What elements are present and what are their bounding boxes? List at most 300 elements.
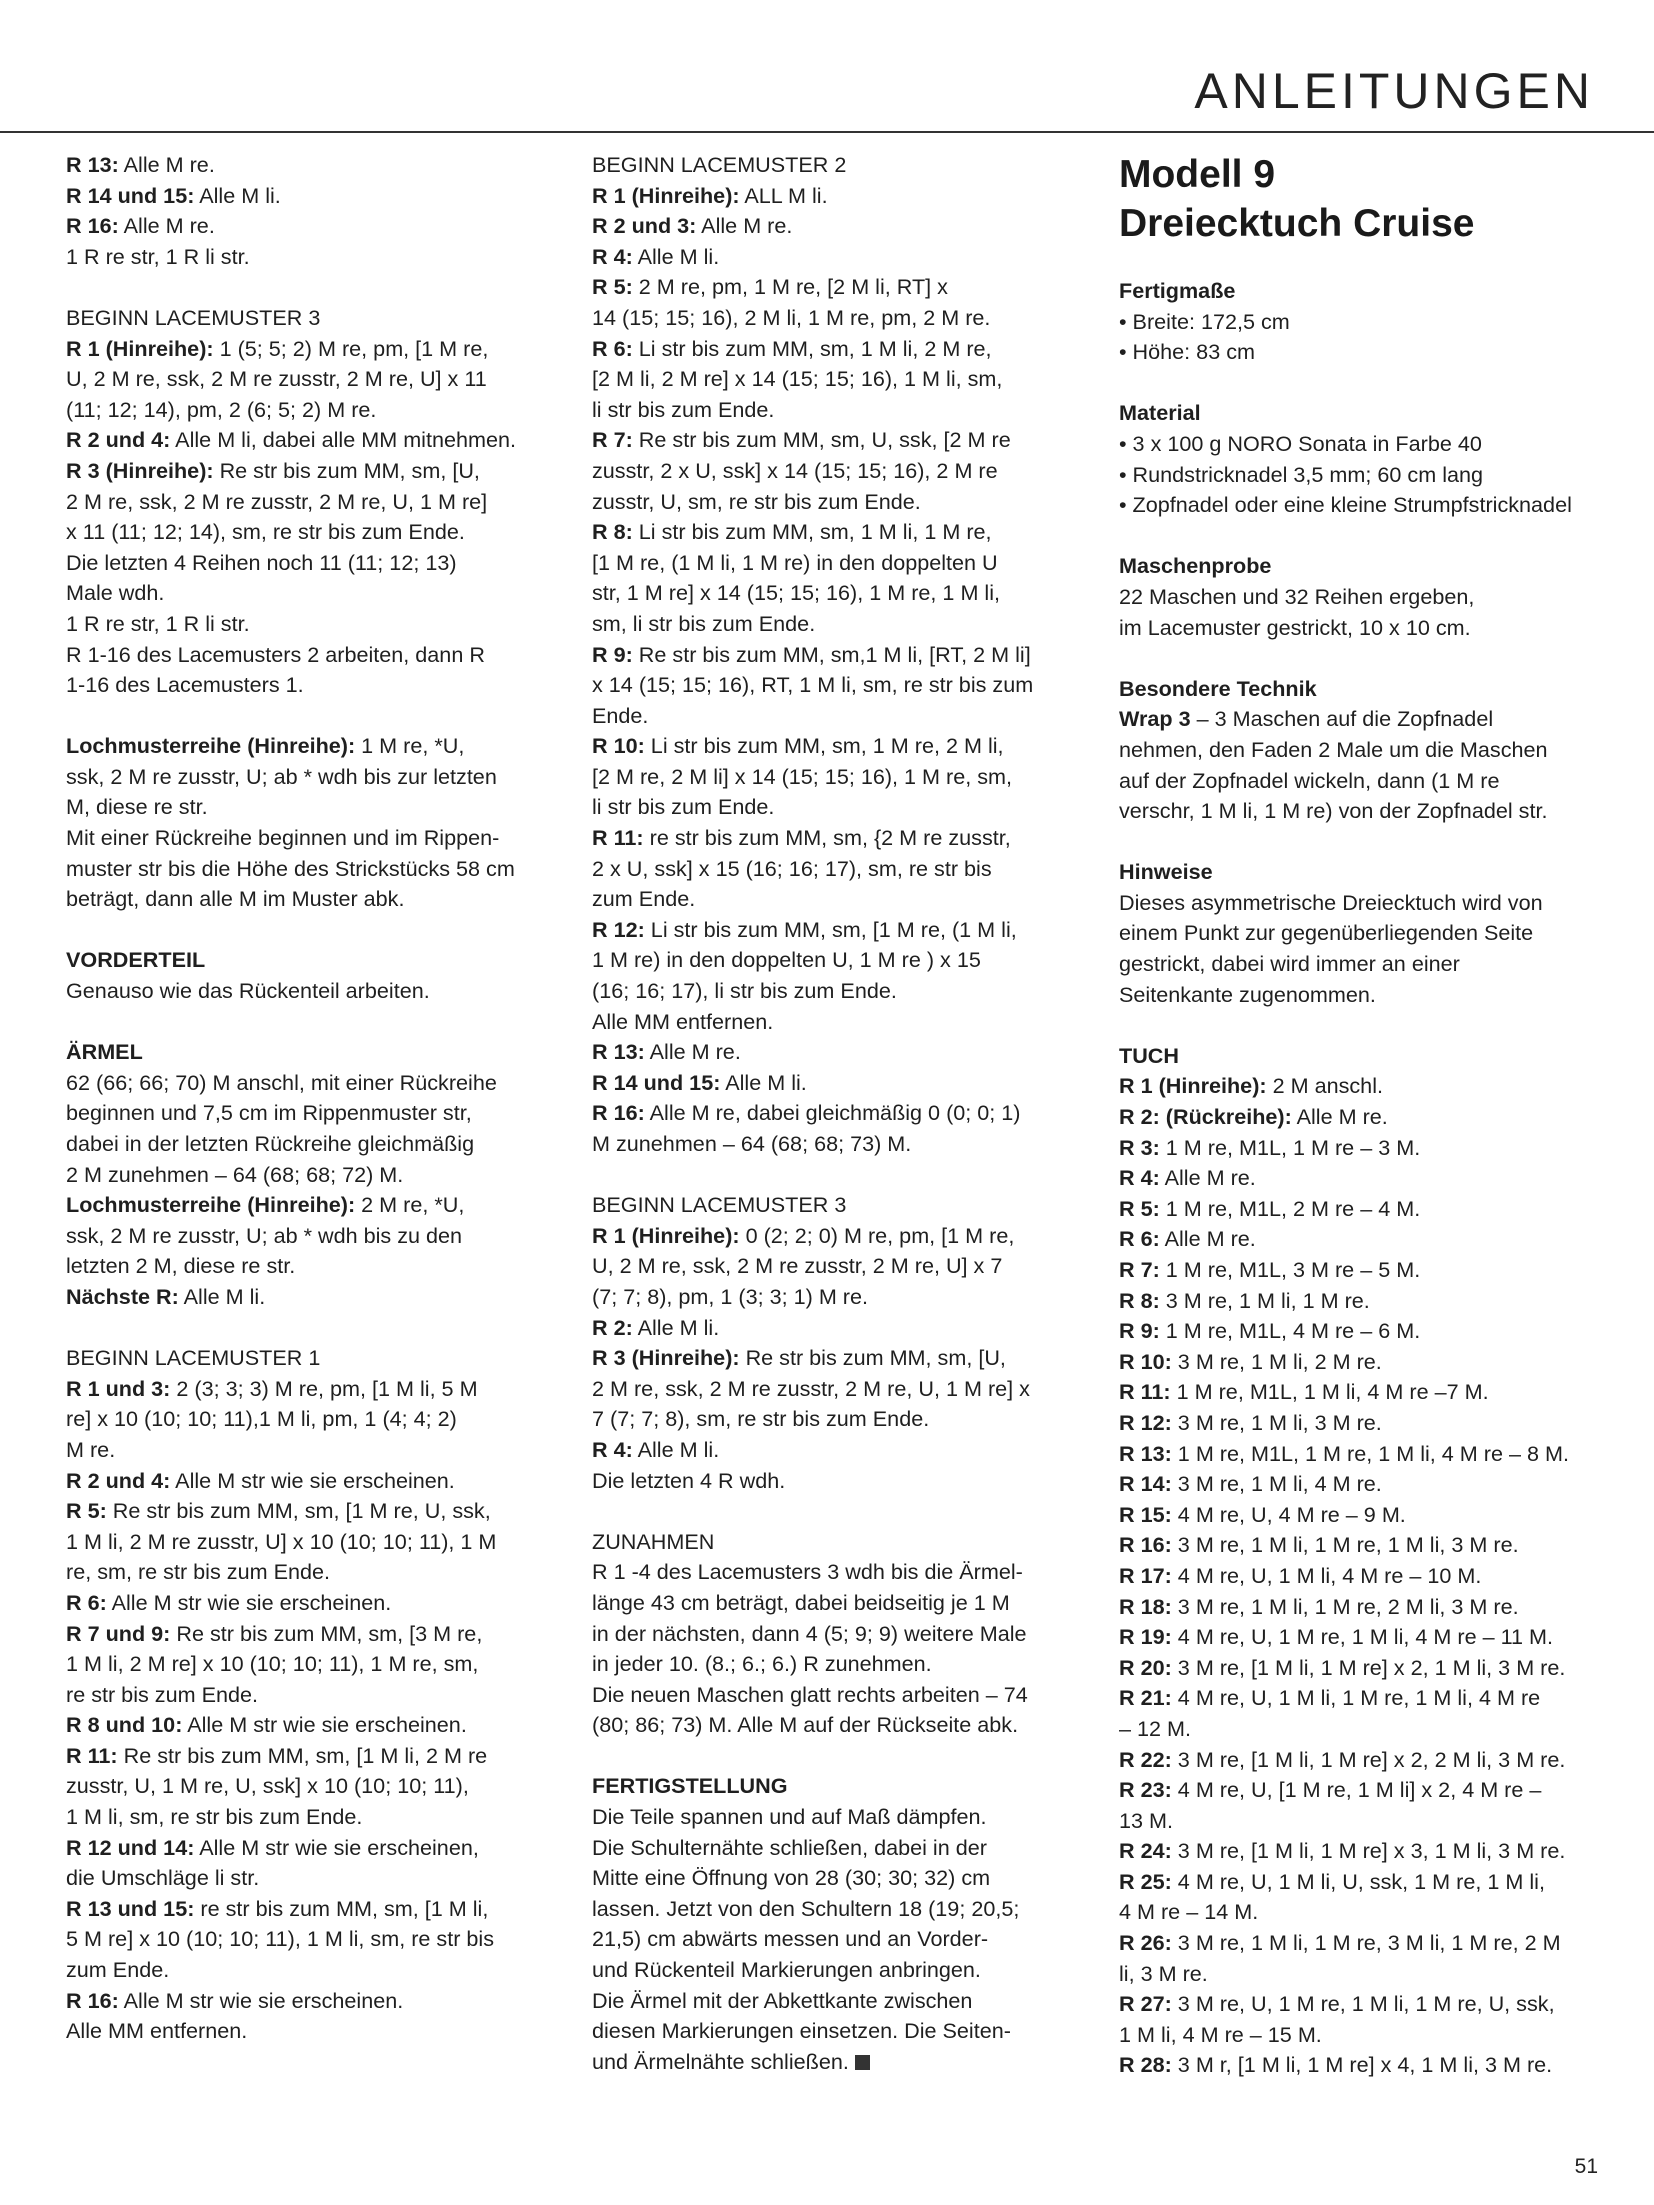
text-line [592,548,1082,579]
text-run: 1 R re str, 1 R li str. [66,610,250,636]
bold-label: R 9: [1119,1318,1160,1344]
text-run: 4 M re, U, 4 M re – 9 M. [1171,1501,1406,1527]
text-run: Alle M re. [118,152,215,177]
bold-label: R 4: [592,243,633,269]
text-run: ssk, 2 M re zusstr, U; ab * wdh bis zur letzten [66,763,497,789]
text-run: 3 M re, 1 M li, 1 M re, 2 M li, 3 M re. [1171,1593,1519,1619]
bold-label: R 24: [1119,1838,1172,1864]
text-line [66,425,546,456]
text-run: zusstr, 2 x U, ssk] x 14 (15; 15; 16), 2 M re [592,457,998,483]
text-line [1119,918,1599,949]
text-line [592,884,1082,915]
text-line [66,1527,546,1558]
text-line [1119,1194,1599,1225]
text-run: Alle M li. [632,243,720,269]
text-run: M re. [66,1436,116,1462]
text-run: Die letzten 4 Reihen noch 11 (11; 12; 13) [66,549,457,575]
text-line [592,1649,1082,1680]
text-line [1119,1836,1599,1867]
text-line [592,1190,1082,1221]
text-run: 22 Maschen und 32 Reihen ergeben, [1119,583,1475,609]
text-line [592,945,1082,976]
text-run: (80; 86; 73) M. Alle M auf der Rückseite abk. [592,1712,1019,1738]
text-run: 5 M re] x 10 (10; 10; 11), 1 M li, sm, re str bis [66,1926,495,1952]
text-block [1119,1041,1599,2081]
text-line [66,1190,546,1221]
text-line [66,578,546,609]
bold-label: R 16: [66,213,119,239]
text-line [592,1098,1082,1129]
text-line [66,1098,546,1129]
bold-label: R 2: (Rückreihe): [1119,1104,1292,1130]
text-block [1119,551,1599,643]
bold-label: R 3: [1119,1134,1160,1160]
text-run: Alle M str wie sie erscheinen. [106,1589,392,1615]
text-line [592,1680,1082,1711]
text-run: 1 M re, M1L, 1 M re – 3 M. [1159,1134,1421,1160]
text-run: li str bis zum Ende. [592,794,775,820]
text-line [1119,1959,1599,1990]
text-run: 1 M re, M1L, 2 M re – 4 M. [1159,1195,1421,1221]
text-line [66,364,546,395]
text-line [66,1160,546,1191]
text-line [66,395,546,426]
text-line [66,884,546,915]
bold-label: R 9: [592,641,633,667]
text-run: zusstr, U, sm, re str bis zum Ende. [592,488,921,514]
model-title-line: Modell 9 [1119,153,1276,196]
bold-label: ÄRMEL [66,1039,143,1065]
bold-label: Hinweise [1119,859,1213,885]
text-line [1119,1683,1599,1714]
text-line [592,578,1082,609]
bold-label: R 13 und 15: [66,1895,195,1921]
text-run: re str bis zum MM, sm, [1 M li, [194,1895,489,1921]
text-run: ALL M li. [739,182,828,208]
text-run: die Umschläge li str. [66,1865,260,1891]
text-run: Re str bis zum MM, sm, [1 M li, 2 M re [117,1742,488,1768]
text-line [592,150,1082,181]
text-run: 0 (2; 2; 0) M re, pm, [1 M re, [739,1222,1015,1248]
bold-label: R 13: [66,152,119,177]
text-block [1119,857,1599,1010]
text-run: Li str bis zum MM, sm, 1 M re, 2 M li, [644,733,1004,759]
bold-label: R 6: [66,1589,107,1615]
text-line [1119,337,1599,368]
text-run: Die Ärmel mit der Abkettkante zwischen [592,1987,973,2013]
text-line [66,1588,546,1619]
text-run: verschr, 1 M li, 1 M re) von der Zopfnadel str. [1119,798,1548,824]
text-run: Alle M re. [1159,1226,1256,1252]
text-run: Alle MM entfernen. [592,1008,774,1034]
text-line [66,792,546,823]
text-line [592,1771,1082,1802]
text-run: Die letzten 4 R wdh. [592,1467,786,1493]
bold-label: R 19: [1119,1624,1172,1650]
text-run: 4 M re, U, 1 M re, 1 M li, 4 M re – 11 M. [1171,1624,1553,1650]
text-block [66,303,546,701]
bold-label: R 17: [1119,1562,1172,1588]
text-line [1119,1224,1599,1255]
text-run: str, 1 M re] x 14 (15; 15; 16), 1 M re, 1 M li, [592,580,1001,606]
text-run: Alle M li. [178,1283,266,1309]
bold-label: Lochmusterreihe (Hinreihe): [66,1192,356,1218]
text-run: BEGINN LACEMUSTER 3 [592,1192,847,1218]
text-line [592,701,1082,732]
text-run: 1 R re str, 1 R li str. [66,243,250,269]
text-run: Alle M str wie sie erscheinen. [182,1712,467,1738]
bold-label: R 7: [592,427,633,453]
bold-label: R 18: [1119,1593,1172,1619]
bold-label: R 16: [592,1100,645,1126]
bold-label: R 4: [592,1436,633,1462]
bold-label: Besondere Technik [1119,675,1317,701]
text-line [592,364,1082,395]
text-line [1119,460,1599,491]
bold-label: R 28: [1119,2052,1172,2078]
text-line [1119,1775,1599,1806]
text-run: Alle M li. [632,1436,720,1462]
text-run: 7 (7; 7; 8), sm, re str bis zum Ende. [592,1406,930,1432]
text-line [1119,1745,1599,1776]
text-run: gestrickt, dabei wird immer an einer [1119,951,1460,977]
text-line [592,915,1082,946]
text-line [592,731,1082,762]
text-run: nehmen, den Faden 2 Male um die Maschen [1119,736,1548,762]
text-line [1119,613,1599,644]
text-line [592,609,1082,640]
text-block [592,1527,1082,1741]
text-line [66,1771,546,1802]
text-line [66,211,546,242]
text-run: 3 M re, U, 1 M re, 1 M li, 1 M re, U, ssk, [1171,1991,1555,2017]
text-run: 3 M re, 1 M li, 4 M re. [1171,1471,1382,1497]
text-run: Re str bis zum MM, sm, [U, [213,457,480,483]
text-run: 4 M re – 14 M. [1119,1899,1259,1925]
text-block [1119,674,1599,827]
text-line [66,1802,546,1833]
text-line [592,1343,1082,1374]
text-line [592,1466,1082,1497]
text-line [66,2016,546,2047]
text-line [592,1802,1082,1833]
text-run: Re str bis zum MM, sm,1 M li, [RT, 2 M li] [632,641,1031,667]
text-run: x 11 (11; 12; 14), sm, re str bis zum Ende. [66,519,465,545]
bold-label: R 16: [66,1987,119,2013]
text-line [1119,1714,1599,1745]
text-line [592,762,1082,793]
text-run: – 3 Maschen auf die Zopfnadel [1190,706,1494,732]
text-run: 1 M li, sm, re str bis zum Ende. [66,1804,363,1830]
bold-label: R 1 (Hinreihe): [592,1222,740,1248]
text-block [66,1037,546,1312]
text-run: li, 3 M re. [1119,1960,1208,1986]
text-line [1119,1500,1599,1531]
text-line [1119,1377,1599,1408]
text-run: 62 (66; 66; 70) M anschl, mit einer Rückreihe [66,1069,497,1095]
bold-label: FERTIGSTELLUNG [592,1773,788,1799]
bold-label: Nächste R: [66,1283,179,1309]
text-line [66,1068,546,1099]
text-run: Li str bis zum MM, sm, [1 M re, (1 M li, [644,916,1017,942]
text-line [1119,1530,1599,1561]
bold-label: TUCH [1119,1042,1179,1068]
text-run: in jeder 10. (8.; 6.; 6.) R zunehmen. [592,1651,932,1677]
text-line [66,1221,546,1252]
text-line [1119,1255,1599,1286]
text-run: 1 M re, *U, [355,733,465,759]
text-run: M zunehmen – 64 (68; 68; 73) M. [592,1131,912,1156]
bold-label: R 6: [592,335,633,361]
bold-label: R 5: [1119,1195,1160,1221]
text-run: Alle M li. [720,1069,807,1095]
text-line [592,1435,1082,1466]
text-run: 3 M re, [1 M li, 1 M re] x 3, 1 M li, 3 M re. [1171,1838,1566,1864]
text-run: 2 M re, *U, [355,1192,465,1218]
text-line [1119,857,1599,888]
text-run: Re str bis zum MM, sm, [1 M re, U, ssk, [106,1498,491,1524]
text-run: 1 M re) in den doppelten U, 1 M re ) x 15 [592,947,981,973]
text-line [66,854,546,885]
text-line [1119,1102,1599,1133]
text-run: Seitenkante zugenommen. [1119,981,1376,1007]
text-line [66,1557,546,1588]
text-line [66,456,546,487]
text-line [592,854,1082,885]
text-run: re str bis zum Ende. [66,1681,259,1707]
text-run: 1 M li, 2 M re] x 10 (10; 10; 11), 1 M re, sm, [66,1651,479,1677]
text-line [592,1221,1082,1252]
bold-label: R 3 (Hinreihe): [592,1345,740,1371]
text-line [1119,704,1599,735]
column-right [1119,150,1599,2112]
text-line [66,334,546,365]
bold-label: R 7: [1119,1257,1160,1282]
text-run: • Breite: 172,5 cm [1119,308,1290,334]
text-line [66,1404,546,1435]
text-run: 1 M re, M1L, 1 M li, 4 M re –7 M. [1170,1379,1489,1405]
text-run: einem Punkt zur gegenüberliegenden Seite [1119,920,1534,946]
text-run: 4 M re, U, 1 M li, 4 M re – 10 M. [1171,1562,1482,1588]
text-run: zum Ende. [66,1957,170,1983]
text-run: ZUNAHMEN [592,1528,715,1554]
bold-label: R 8: [1119,1287,1160,1313]
bold-label: R 16: [1119,1532,1172,1558]
text-line [1119,1928,1599,1959]
text-line [1119,1071,1599,1102]
text-line [592,2047,1082,2078]
text-run: re] x 10 (10; 10; 11),1 M li, pm, 1 (4; 4; 2) [66,1406,457,1432]
text-run: Alle M re. [696,213,793,239]
text-run: Li str bis zum MM, sm, 1 M li, 2 M re, [632,335,992,361]
text-run: R 1 -4 des Lacemusters 3 wdh bis die Ärmel- [592,1559,1023,1585]
text-line [66,945,546,976]
header-divider [0,131,1654,133]
text-line [66,1496,546,1527]
text-line [592,456,1082,487]
text-line [592,1955,1082,1986]
bold-label: R 20: [1119,1654,1172,1680]
pattern-instructions [1119,276,1599,2081]
text-run: sm, li str bis zum Ende. [592,610,816,636]
text-run: Die Schulternähte schließen, dabei in der [592,1834,987,1860]
text-run: 1-16 des Lacemusters 1. [66,672,304,698]
bold-label: R 1 (Hinreihe): [66,335,214,361]
bold-label: R 21: [1119,1685,1172,1711]
text-run: 2 (3; 3; 3) M re, pm, [1 M li, 5 M [170,1375,478,1401]
text-line [66,1619,546,1650]
text-line [592,670,1082,701]
text-line [592,1068,1082,1099]
text-line [592,425,1082,456]
text-line [66,1343,546,1374]
text-run: beginnen und 7,5 cm im Rippenmuster str, [66,1100,472,1126]
text-line [66,609,546,640]
text-line [1119,1439,1599,1470]
text-block [66,1343,546,2047]
text-run: Genauso wie das Rückenteil arbeiten. [66,978,430,1004]
text-run: 1 M re, M1L, 4 M re – 6 M. [1159,1318,1421,1344]
text-run: Alle M str wie sie erscheinen. [118,1987,404,2013]
text-run: 3 M re, 1 M li, 1 M re, 3 M li, 1 M re, 2 M [1171,1930,1561,1956]
text-line [1119,949,1599,980]
text-run: BEGINN LACEMUSTER 1 [66,1345,321,1371]
text-line [592,1710,1082,1741]
text-line [592,1894,1082,1925]
text-run: (16; 16; 17), li str bis zum Ende. [592,978,897,1004]
text-line [1119,1041,1599,1072]
text-run: x 14 (15; 15; 16), RT, 1 M li, sm, re str bis zum [592,672,1034,698]
text-run: muster str bis die Höhe des Strickstücks 58 cm [66,855,515,881]
bold-label: Fertigmaße [1119,278,1236,303]
text-run: 3 M r, [1 M li, 1 M re] x 4, 1 M li, 3 M re. [1171,2052,1553,2078]
text-run: Alle M re. [644,1039,741,1065]
model-title-line: Dreiecktuch Cruise [1119,202,1475,245]
text-line [1119,1163,1599,1194]
text-block [66,150,546,272]
text-run: M, diese re str. [66,794,208,820]
text-line [1119,766,1599,797]
text-run: 1 M li, 4 M re – 15 M. [1119,2021,1322,2047]
text-line [66,640,546,671]
text-run: 13 M. [1119,1807,1174,1833]
text-run: 2 M anschl. [1266,1073,1383,1099]
text-run: U, 2 M re, ssk, 2 M re zusstr, 2 M re, U] x 7 [592,1253,1003,1279]
text-run: Mitte eine Öffnung von 28 (30; 30; 32) cm [592,1865,991,1891]
text-line [592,1129,1082,1160]
text-run: 4 M re, U, [1 M re, 1 M li] x 2, 4 M re – [1171,1777,1542,1803]
bold-label: R 2 und 3: [592,213,697,239]
bold-label: R 10: [1119,1348,1172,1374]
text-line [1119,1806,1599,1837]
text-run: Alle M re. [1159,1165,1256,1191]
bold-label: R 25: [1119,1868,1172,1894]
text-line [592,1007,1082,1038]
text-line [1119,1592,1599,1623]
text-run: zum Ende. [592,886,696,912]
text-line [1119,398,1599,429]
text-line [1119,674,1599,705]
text-run: 3 M re, [1 M li, 1 M re] x 2, 1 M li, 3 M re. [1171,1654,1566,1680]
text-line [1119,1316,1599,1347]
text-line [66,548,546,579]
text-line [1119,1653,1599,1684]
text-line [66,1833,546,1864]
text-run: 3 M re, 1 M li, 2 M re. [1171,1348,1382,1374]
bold-label: R 1 (Hinreihe): [1119,1073,1267,1099]
text-run: Male wdh. [66,580,165,606]
text-line [592,792,1082,823]
text-run: Ende. [592,702,649,728]
column-middle [592,150,1082,2108]
text-line [1119,1622,1599,1653]
text-line [66,1955,546,1986]
text-run: Re str bis zum MM, sm, [3 M re, [170,1620,483,1646]
bold-label: R 2: [592,1314,633,1340]
text-line [1119,307,1599,338]
text-line [66,670,546,701]
text-run: re, sm, re str bis zum Ende. [66,1559,330,1585]
text-run: und Rückenteil Markierungen anbringen. [592,1957,981,1983]
text-line [66,1374,546,1405]
text-line [592,272,1082,303]
text-line [592,395,1082,426]
text-line [592,1863,1082,1894]
text-line [66,1282,546,1313]
text-line [1119,1286,1599,1317]
end-square-icon [855,2055,870,2070]
text-run: 3 M re, [1 M li, 1 M re] x 2, 2 M li, 3 M re. [1171,1746,1566,1772]
text-block [1119,276,1599,368]
bold-label: R 26: [1119,1930,1172,1956]
text-run: Mit einer Rückreihe beginnen und im Rippen- [66,825,500,851]
text-line [66,150,546,181]
text-run: auf der Zopfnadel wickeln, dann (1 M re [1119,767,1500,793]
text-run: länge 43 cm beträgt, dabei beidseitig je 1 M [592,1589,1010,1615]
bold-label: R 22: [1119,1746,1172,1772]
bold-label: R 14 und 15: [592,1069,721,1095]
bold-label: R 4: [1119,1165,1160,1191]
text-run: 3 M re, 1 M li, 1 M re. [1159,1287,1370,1313]
text-line [592,1557,1082,1588]
bold-label: Material [1119,400,1201,426]
text-run: Alle M re. [1291,1104,1388,1130]
text-line [592,1527,1082,1558]
text-run: li str bis zum Ende. [592,396,775,422]
text-run: [1 M re, (1 M li, 1 M re) in den doppelten U [592,549,998,575]
text-line [1119,1897,1599,1928]
text-run: Alle M str wie sie erscheinen. [170,1467,455,1493]
text-line [66,517,546,548]
text-block [1119,398,1599,520]
text-line [66,1741,546,1772]
text-run: Alle M li. [194,182,281,208]
text-line [66,731,546,762]
text-run: 1 M li, 2 M re zusstr, U] x 10 (10; 10; 11), 1 M [66,1528,497,1554]
text-line [1119,2020,1599,2051]
bold-label: R 8: [592,519,633,545]
page-header-title: ANLEITUNGEN [1194,63,1594,119]
bold-label: R 2 und 4: [66,1467,171,1493]
bold-label: R 13: [1119,1440,1172,1466]
text-run: • Rundstricknadel 3,5 mm; 60 cm lang [1119,461,1484,487]
text-run: 2 M re, pm, 1 M re, [2 M li, RT] x [632,274,948,300]
text-run: Die Teile spannen und auf Maß dämpfen. [592,1804,987,1830]
text-block [66,945,546,1006]
text-line [592,640,1082,671]
text-run: • Zopfnadel oder eine kleine Strumpfstricknadel [1119,492,1572,518]
text-run: Re str bis zum MM, sm, [U, [739,1345,1006,1371]
